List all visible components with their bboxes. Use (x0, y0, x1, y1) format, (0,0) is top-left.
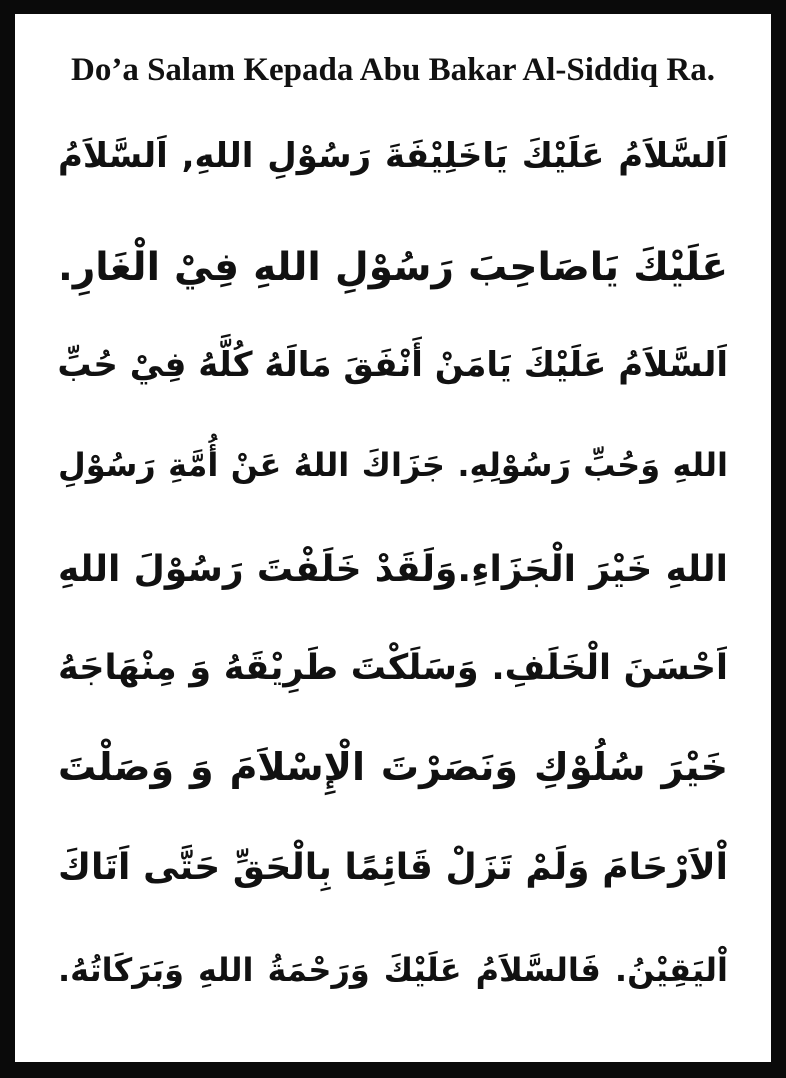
prayer-line-3: اَلسَّلاَمُ عَلَيْكَ يَامَنْ أَنْفَقَ مَالَهُ كُلَّهُ فِيْ حُبِّ (57, 345, 728, 385)
prayer-line-1: اَلسَّلاَمُ عَلَيْكَ يَاخَلِيْفَةَ رَسُوْلِ اللهِ, اَلسَّلاَمُ (58, 136, 728, 176)
prayer-line-6: اَحْسَنَ الْخَلَفِ. وَسَلَكْتَ طَرِيْقَهُ وَ مِنْهَاجَهُ (58, 648, 728, 688)
prayer-line-9: اْليَقِيْنُ. فَالسَّلاَمُ عَلَيْكَ وَرَحْمَةُ اللهِ وَبَرَكَاتُهُ. (58, 951, 728, 989)
prayer-line-8: اْلاَرْحَامَ وَلَمْ تَزَلْ قَائِمًا بِالْحَقِّ حَتَّى اَتَاكَ (58, 847, 728, 888)
prayer-line-5: اللهِ خَيْرَ الْجَزَاءِ.وَلَقَدْ خَلَفْتَ رَسُوْلَ اللهِ (58, 549, 728, 590)
prayer-line-4: اللهِ وَحُبِّ رَسُوْلِهِ. جَزَاكَ اللهُ عَنْ أُمَّةِ رَسُوْلِ (58, 446, 728, 484)
prayer-line-2: عَلَيْكَ يَاصَاحِبَ رَسُوْلِ اللهِ فِيْ الْغَارِ. (58, 245, 728, 290)
document-title: Do’a Salam Kepada Abu Bakar Al-Siddiq Ra. (71, 52, 715, 88)
prayer-line-7: خَيْرَ سُلُوْكِ وَنَصَرْتَ الْإِسْلاَمَ وَ وَصَلْتَ (58, 745, 728, 789)
